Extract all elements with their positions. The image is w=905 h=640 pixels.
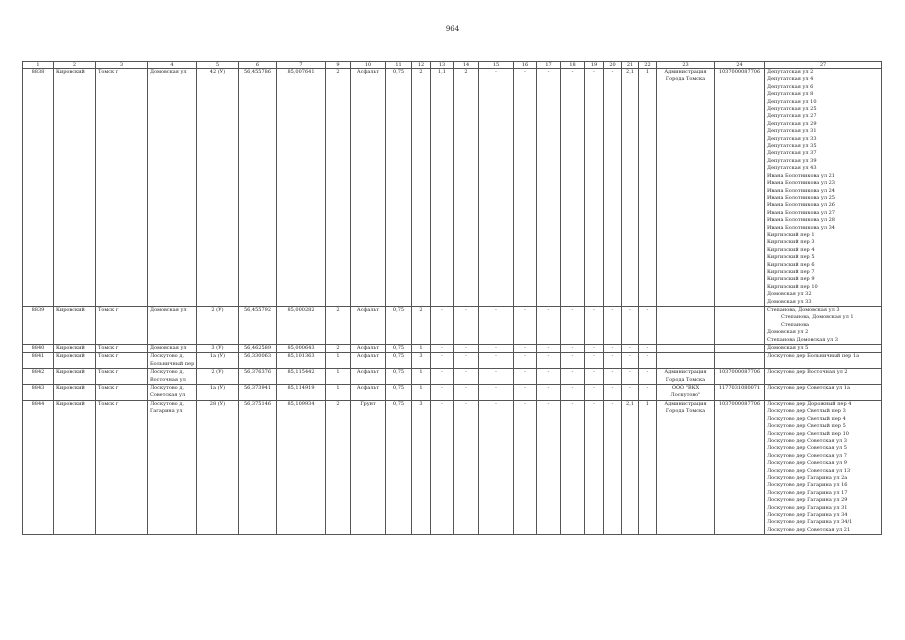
latitude-cell: 56,455786 bbox=[239, 69, 277, 307]
row-id-cell: 8843 bbox=[23, 385, 54, 401]
column-header: 3 bbox=[96, 62, 148, 69]
address-line: Лоскутово дер Светлый пер 4 bbox=[767, 415, 846, 422]
cell-line: Советская ул bbox=[150, 392, 186, 399]
address-line: Депутатская ул 6 bbox=[767, 83, 814, 90]
col17-cell: - bbox=[537, 307, 561, 345]
house-number-cell: 3 (У) bbox=[197, 345, 239, 353]
address-line: Депутатская ул 37 bbox=[767, 150, 817, 157]
col14-cell: - bbox=[454, 345, 479, 353]
col11-cell: 0,75 bbox=[386, 400, 412, 534]
col9-cell: 2 bbox=[326, 69, 351, 307]
district-cell: Кировский bbox=[54, 369, 96, 385]
col19-cell: - bbox=[585, 400, 604, 534]
column-header: 16 bbox=[514, 62, 537, 69]
ogrn-cell: 1037000087706 bbox=[715, 69, 765, 307]
col18-cell: - bbox=[561, 353, 585, 369]
column-header: 5 bbox=[197, 62, 239, 69]
house-number-cell: 42 (У) bbox=[197, 69, 239, 307]
address-line: Киргизский пер 7 bbox=[767, 268, 815, 275]
owner-cell bbox=[657, 369, 715, 385]
house-number-cell: 1а (У) bbox=[197, 385, 239, 401]
col20-cell: - bbox=[604, 345, 622, 353]
address-line: Депутатская ул 29 bbox=[767, 120, 817, 127]
ogrn-cell bbox=[715, 307, 765, 345]
address-line: Киргизский пер 6 bbox=[767, 261, 815, 268]
address-line: Лоскутово дер Советская ул 7 bbox=[767, 452, 847, 459]
row-id-cell: 8840 bbox=[23, 345, 54, 353]
address-line: Лоскутово дер Советская ул 21 bbox=[767, 526, 851, 533]
address-line: Лоскутово дер Советская ул 3 bbox=[767, 437, 847, 444]
col19-cell: - bbox=[585, 369, 604, 385]
col11-cell: 0,75 bbox=[386, 353, 412, 369]
col12-cell: 2 bbox=[412, 307, 431, 345]
cell-line: Администрация bbox=[664, 369, 707, 376]
col20-cell: - bbox=[604, 307, 622, 345]
column-header: 12 bbox=[412, 62, 431, 69]
ogrn-cell: 1037000087706 bbox=[715, 369, 765, 385]
address-line: Депутатская ул 27 bbox=[767, 113, 817, 120]
col15-cell: - bbox=[479, 69, 514, 307]
column-header: 10 bbox=[351, 62, 386, 69]
cell-line: Лоскутово д, bbox=[150, 353, 184, 360]
col16-cell: - bbox=[514, 345, 537, 353]
col15-cell: - bbox=[479, 307, 514, 345]
col14-cell: 2 bbox=[454, 69, 479, 307]
row-id-cell: 8842 bbox=[23, 369, 54, 385]
address-line: Степанова bbox=[781, 321, 810, 328]
street-cell bbox=[148, 69, 197, 307]
city-cell: Томск г bbox=[96, 385, 148, 401]
column-header-row bbox=[23, 62, 882, 69]
col22-cell: - bbox=[639, 385, 657, 401]
address-line: Депутатская ул 33 bbox=[767, 135, 817, 142]
col13-cell: - bbox=[431, 385, 454, 401]
address-line: Лоскутово дер Светлый пер 5 bbox=[767, 423, 846, 430]
col21-cell: - bbox=[622, 307, 639, 345]
longitude-cell: 85,000282 bbox=[277, 307, 326, 345]
cell-line: Лоскутово" bbox=[670, 392, 701, 399]
address-line: Ивана Болотникова ул 26 bbox=[767, 202, 835, 209]
address-line: Степанова, Домовская ул 3 bbox=[767, 307, 840, 313]
col15-cell: - bbox=[479, 400, 514, 534]
col19-cell: - bbox=[585, 353, 604, 369]
city-cell: Томск г bbox=[96, 353, 148, 369]
col21-cell: - bbox=[622, 369, 639, 385]
column-header: 14 bbox=[454, 62, 479, 69]
address-line: Лоскутово дер Гагарина ул 34 bbox=[767, 511, 848, 518]
address-line: Лоскутово дер Советская ул 13 bbox=[767, 467, 851, 474]
longitude-cell: 85,000643 bbox=[277, 345, 326, 353]
col13-cell: - bbox=[431, 345, 454, 353]
address-line: Лоскутово дер Светлый пер 3 bbox=[767, 408, 846, 415]
ogrn-cell bbox=[715, 345, 765, 353]
address-line: Депутатская ул 43 bbox=[767, 165, 817, 172]
col21-cell: - bbox=[622, 345, 639, 353]
owner-cell bbox=[657, 69, 715, 307]
col18-cell: - bbox=[561, 307, 585, 345]
latitude-cell: 56,455792 bbox=[239, 307, 277, 345]
address-line: Лоскутово дер Советская ул 5 bbox=[767, 445, 847, 452]
address-line: Киргизский пер 9 bbox=[767, 276, 815, 283]
city-cell: Томск г bbox=[96, 69, 148, 307]
ogrn-cell: 1177031080071 bbox=[715, 385, 765, 401]
col18-cell: - bbox=[561, 385, 585, 401]
house-number-cell: 1а (У) bbox=[197, 353, 239, 369]
column-header: 11 bbox=[386, 62, 412, 69]
longitude-cell: 85,101363 bbox=[277, 353, 326, 369]
surface-cell: Асфальт bbox=[351, 345, 386, 353]
col20-cell: - bbox=[604, 385, 622, 401]
district-cell: Кировский bbox=[54, 345, 96, 353]
table-row bbox=[23, 385, 882, 401]
surface-cell: Асфальт bbox=[351, 369, 386, 385]
col14-cell: - bbox=[454, 353, 479, 369]
column-header: 21 bbox=[622, 62, 639, 69]
table-row bbox=[23, 400, 882, 534]
col11-cell: 0,75 bbox=[386, 369, 412, 385]
col16-cell: - bbox=[514, 353, 537, 369]
district-cell: Кировский bbox=[54, 385, 96, 401]
column-header: 19 bbox=[585, 62, 604, 69]
city-cell: Томск г bbox=[96, 345, 148, 353]
address-line: Депутатская ул 10 bbox=[767, 98, 817, 105]
cell-line: Города Томска bbox=[665, 376, 706, 383]
address-line: Лоскутово дер Восточная ул 2 bbox=[767, 369, 848, 376]
col22-cell: - bbox=[639, 345, 657, 353]
address-line: Домовская ул 2 bbox=[767, 329, 809, 336]
col13-cell: - bbox=[431, 307, 454, 345]
street-cell bbox=[148, 385, 197, 401]
latitude-cell: 56,373941 bbox=[239, 385, 277, 401]
col9-cell: 2 bbox=[326, 400, 351, 534]
col13-cell: - bbox=[431, 353, 454, 369]
address-line: Лоскутово дер Дорожный пер 4 bbox=[767, 400, 852, 407]
col13-cell: 1,1 bbox=[431, 69, 454, 307]
owner-cell bbox=[657, 353, 715, 369]
address-line: Киргизский пер 1 bbox=[767, 231, 815, 238]
house-number-cell: 2 (У) bbox=[197, 307, 239, 345]
col20-cell: - bbox=[604, 69, 622, 307]
column-header: 18 bbox=[561, 62, 585, 69]
latitude-cell: 56,330063 bbox=[239, 353, 277, 369]
street-cell bbox=[148, 400, 197, 534]
address-line: Степанова Домовская ул 3 bbox=[767, 336, 838, 343]
address-line: Депутатская ул 2 bbox=[767, 69, 814, 75]
address-line: Ивана Болотникова ул 28 bbox=[767, 217, 835, 224]
col21-cell: 2,1 bbox=[622, 400, 639, 534]
page-number: 964 bbox=[445, 25, 460, 33]
cell-line: ООО "ВКХ bbox=[671, 385, 700, 392]
owner-cell bbox=[657, 400, 715, 534]
col16-cell: - bbox=[514, 400, 537, 534]
addresses-cell bbox=[765, 400, 882, 534]
col11-cell: 0,75 bbox=[386, 69, 412, 307]
col21-cell: - bbox=[622, 353, 639, 369]
registry-table bbox=[22, 61, 882, 535]
row-id-cell: 8838 bbox=[23, 69, 54, 307]
ogrn-cell: 1037000087706 bbox=[715, 400, 765, 534]
col11-cell: 0,75 bbox=[386, 345, 412, 353]
address-line: Лоскутово дер Советская ул 9 bbox=[767, 460, 847, 467]
district-cell: Кировский bbox=[54, 400, 96, 534]
address-line: Депутатская ул 25 bbox=[767, 106, 817, 113]
address-line: Домовская ул 32 bbox=[767, 291, 812, 298]
address-line: Депутатская ул 39 bbox=[767, 157, 817, 164]
address-line: Киргизский пер 3 bbox=[767, 239, 815, 246]
table-row bbox=[23, 345, 882, 353]
cell-line: Больничный пер bbox=[150, 360, 195, 367]
cell-line: Гагарина ул bbox=[150, 408, 183, 415]
table-body bbox=[23, 69, 882, 535]
table-row bbox=[23, 307, 882, 345]
owner-cell bbox=[657, 345, 715, 353]
col16-cell: - bbox=[514, 385, 537, 401]
latitude-cell: 56,376376 bbox=[239, 369, 277, 385]
column-header: 22 bbox=[639, 62, 657, 69]
owner-cell bbox=[657, 385, 715, 401]
col15-cell: - bbox=[479, 385, 514, 401]
street-cell bbox=[148, 307, 197, 345]
table-row bbox=[23, 369, 882, 385]
column-header: 15 bbox=[479, 62, 514, 69]
surface-cell: Асфальт bbox=[351, 69, 386, 307]
column-header: 20 bbox=[604, 62, 622, 69]
col16-cell: - bbox=[514, 369, 537, 385]
cell-line: Домовская ул bbox=[150, 345, 187, 352]
address-line: Киргизский пер 4 bbox=[767, 246, 815, 253]
address-line: Степанова, Домовская ул 1 bbox=[781, 314, 854, 321]
address-line: Ивана Болотникова ул 27 bbox=[767, 209, 835, 216]
col18-cell: - bbox=[561, 69, 585, 307]
col19-cell: - bbox=[585, 69, 604, 307]
address-line: Лоскутово дер Советская ул 1а bbox=[767, 385, 850, 392]
col12-cell: 1 bbox=[412, 345, 431, 353]
col19-cell: - bbox=[585, 307, 604, 345]
address-line: Депутатская ул 8 bbox=[767, 91, 814, 98]
surface-cell: Асфальт bbox=[351, 353, 386, 369]
column-header: 17 bbox=[537, 62, 561, 69]
addresses-cell bbox=[765, 353, 882, 369]
col16-cell: - bbox=[514, 69, 537, 307]
col13-cell: - bbox=[431, 400, 454, 534]
table-row bbox=[23, 353, 882, 369]
ogrn-cell bbox=[715, 353, 765, 369]
row-id-cell: 8841 bbox=[23, 353, 54, 369]
col20-cell: - bbox=[604, 353, 622, 369]
address-line: Ивана Болотникова ул 21 bbox=[767, 172, 835, 179]
row-id-cell: 8839 bbox=[23, 307, 54, 345]
surface-cell: Грунт bbox=[351, 400, 386, 534]
surface-cell: Асфальт bbox=[351, 385, 386, 401]
street-cell bbox=[148, 369, 197, 385]
owner-cell bbox=[657, 307, 715, 345]
cell-line: Города Томска bbox=[665, 76, 706, 83]
col17-cell: - bbox=[537, 369, 561, 385]
col15-cell: - bbox=[479, 369, 514, 385]
column-header: 9 bbox=[326, 62, 351, 69]
city-cell: Томск г bbox=[96, 400, 148, 534]
address-line: Депутатская ул 4 bbox=[767, 76, 814, 83]
col11-cell: 0,75 bbox=[386, 307, 412, 345]
col20-cell: - bbox=[604, 400, 622, 534]
address-line: Домовская ул 5 bbox=[767, 345, 809, 352]
addresses-cell bbox=[765, 385, 882, 401]
col14-cell: - bbox=[454, 400, 479, 534]
address-line: Лоскутово дер Гагарина ул 29 bbox=[767, 497, 848, 504]
longitude-cell: 85,109934 bbox=[277, 400, 326, 534]
district-cell: Кировский bbox=[54, 69, 96, 307]
cell-line: Лоскутово д, bbox=[150, 400, 184, 407]
address-line: Ивана Болотникова ул 34 bbox=[767, 224, 835, 231]
col15-cell: - bbox=[479, 353, 514, 369]
col15-cell: - bbox=[479, 345, 514, 353]
addresses-cell bbox=[765, 345, 882, 353]
address-line: Лоскутово дер Гагарина ул 17 bbox=[767, 489, 848, 496]
col12-cell: 1 bbox=[412, 385, 431, 401]
col18-cell: - bbox=[561, 400, 585, 534]
address-line: Лоскутово дер Гагарина ул 31 bbox=[767, 504, 848, 511]
column-header: 7 bbox=[277, 62, 326, 69]
col9-cell: 2 bbox=[326, 345, 351, 353]
col11-cell: 0,75 bbox=[386, 385, 412, 401]
addresses-cell bbox=[765, 369, 882, 385]
col19-cell: - bbox=[585, 385, 604, 401]
address-line: Киргизский пер 10 bbox=[767, 283, 818, 290]
col20-cell: - bbox=[604, 369, 622, 385]
column-header: 1 bbox=[23, 62, 54, 69]
col9-cell: 1 bbox=[326, 385, 351, 401]
col17-cell: - bbox=[537, 345, 561, 353]
col17-cell: - bbox=[537, 400, 561, 534]
column-header: 2 bbox=[54, 62, 96, 69]
address-line: Киргизский пер 5 bbox=[767, 254, 815, 261]
city-cell: Томск г bbox=[96, 369, 148, 385]
col22-cell: 1 bbox=[639, 69, 657, 307]
col21-cell: - bbox=[622, 385, 639, 401]
cell-line: Домовская ул bbox=[150, 69, 187, 75]
street-cell bbox=[148, 353, 197, 369]
longitude-cell: 85,007641 bbox=[277, 69, 326, 307]
col14-cell: - bbox=[454, 369, 479, 385]
col22-cell: - bbox=[639, 369, 657, 385]
cell-line: Города Томска bbox=[665, 408, 706, 415]
street-cell bbox=[148, 345, 197, 353]
table-row bbox=[23, 69, 882, 307]
col21-cell: 2,1 bbox=[622, 69, 639, 307]
col19-cell: - bbox=[585, 345, 604, 353]
address-line: Депутатская ул 35 bbox=[767, 143, 817, 150]
col17-cell: - bbox=[537, 353, 561, 369]
address-line: Домовская ул 33 bbox=[767, 298, 812, 305]
col9-cell: 2 bbox=[326, 307, 351, 345]
cell-line: Лоскутово д, bbox=[150, 369, 184, 376]
address-line: Лоскутово дер Гагарина ул 2а bbox=[767, 474, 848, 481]
addresses-cell bbox=[765, 307, 882, 345]
address-line: Лоскутово дер Светлый пер 10 bbox=[767, 430, 849, 437]
col9-cell: 1 bbox=[326, 369, 351, 385]
address-line: Лоскутово дер Гагарина ул 34/1 bbox=[767, 519, 853, 526]
address-line: Депутатская ул 31 bbox=[767, 128, 817, 135]
surface-cell: Асфальт bbox=[351, 307, 386, 345]
column-header: 13 bbox=[431, 62, 454, 69]
col22-cell: - bbox=[639, 353, 657, 369]
col17-cell: - bbox=[537, 385, 561, 401]
col9-cell: 1 bbox=[326, 353, 351, 369]
col17-cell: - bbox=[537, 69, 561, 307]
district-cell: Кировский bbox=[54, 353, 96, 369]
col12-cell: 2 bbox=[412, 69, 431, 307]
column-header: 24 bbox=[715, 62, 765, 69]
column-header: 6 bbox=[239, 62, 277, 69]
house-number-cell: 2 (У) bbox=[197, 369, 239, 385]
col13-cell: - bbox=[431, 369, 454, 385]
city-cell: Томск г bbox=[96, 307, 148, 345]
cell-line: Восточная ул bbox=[150, 376, 186, 383]
col12-cell: 3 bbox=[412, 400, 431, 534]
address-line: Ивана Болотникова ул 23 bbox=[767, 180, 835, 187]
col22-cell: - bbox=[639, 307, 657, 345]
col14-cell: - bbox=[454, 385, 479, 401]
column-header: 23 bbox=[657, 62, 715, 69]
cell-line: Администрация bbox=[664, 400, 707, 407]
column-header: 27 bbox=[765, 62, 882, 69]
cell-line: Домовская ул bbox=[150, 307, 187, 313]
longitude-cell: 85,115442 bbox=[277, 369, 326, 385]
latitude-cell: 56,462589 bbox=[239, 345, 277, 353]
col12-cell: 3 bbox=[412, 353, 431, 369]
col18-cell: - bbox=[561, 369, 585, 385]
col12-cell: 1 bbox=[412, 369, 431, 385]
address-line: Лоскутово дер Гагарина ул 16 bbox=[767, 482, 848, 489]
cell-line: Администрация bbox=[664, 69, 707, 75]
address-line: Лоскутово дер Больничный пер 1а bbox=[767, 353, 860, 360]
address-line: Ивана Болотникова ул 25 bbox=[767, 194, 835, 201]
addresses-cell bbox=[765, 69, 882, 307]
district-cell: Кировский bbox=[54, 307, 96, 345]
house-number-cell: 28 (У) bbox=[197, 400, 239, 534]
longitude-cell: 85,114919 bbox=[277, 385, 326, 401]
col18-cell: - bbox=[561, 345, 585, 353]
latitude-cell: 56,375146 bbox=[239, 400, 277, 534]
col16-cell: - bbox=[514, 307, 537, 345]
address-line: Ивана Болотникова ул 24 bbox=[767, 187, 835, 194]
column-header: 4 bbox=[148, 62, 197, 69]
row-id-cell: 8844 bbox=[23, 400, 54, 534]
col14-cell: - bbox=[454, 307, 479, 345]
cell-line: Лоскутово д, bbox=[150, 385, 184, 392]
col22-cell: 1 bbox=[639, 400, 657, 534]
